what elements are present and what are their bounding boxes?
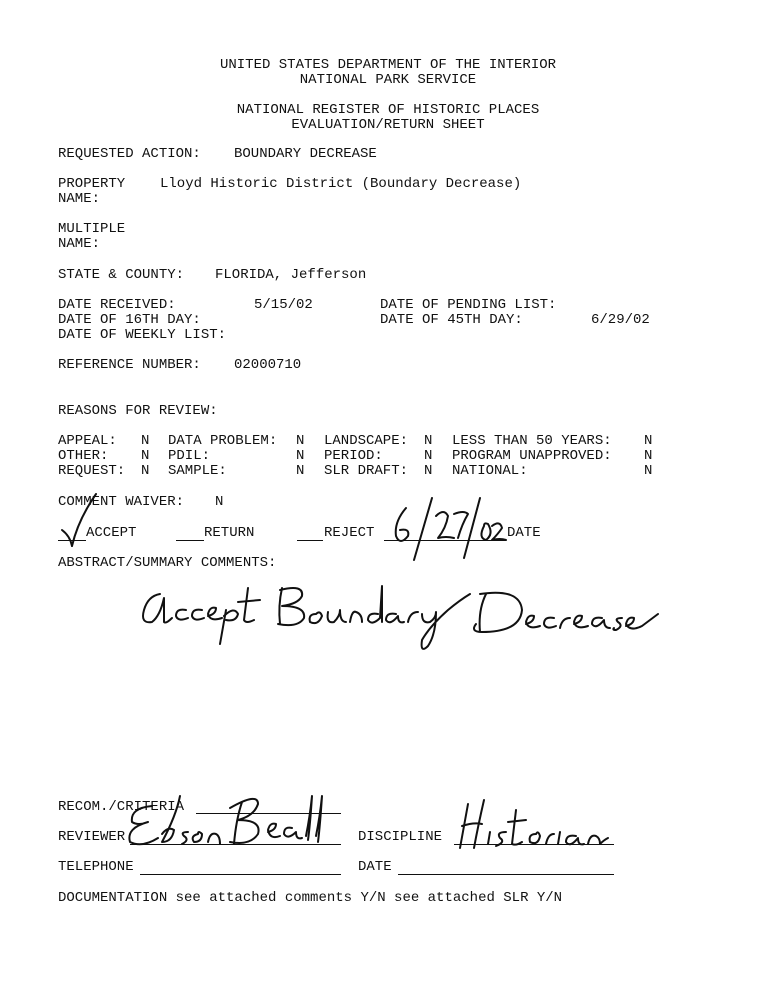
reference-number-label: REFERENCE NUMBER:: [58, 357, 201, 373]
discipline-label: DISCIPLINE: [358, 829, 443, 845]
discipline-handwriting: [450, 796, 610, 852]
state-county-label: STATE & COUNTY:: [58, 267, 185, 283]
decision-date-label: DATE: [507, 525, 541, 541]
signature-date-label: DATE: [358, 859, 392, 875]
property-label: PROPERTY: [58, 176, 126, 192]
reason-period: PERIOD:: [324, 448, 383, 464]
comment-waiver-label: COMMENT WAIVER:: [58, 494, 185, 510]
return-line: [176, 540, 204, 541]
reason-data-problem: DATA PROBLEM:: [168, 433, 278, 449]
state-county-value: FLORIDA, Jefferson: [215, 267, 367, 283]
handwritten-decision-date: [388, 494, 508, 564]
reviewer-signature: [118, 786, 328, 856]
reason-national: NATIONAL:: [452, 463, 528, 479]
abstract-label: ABSTRACT/SUMMARY COMMENTS:: [58, 555, 277, 571]
requested-action-label: REQUESTED ACTION:: [58, 146, 201, 162]
reason-appeal: APPEAL:: [58, 433, 117, 449]
accept-label: ACCEPT: [86, 525, 137, 541]
reviewer-label: REVIEWER: [58, 829, 126, 845]
date-pending-label: DATE OF PENDING LIST:: [380, 297, 557, 313]
reason-landscape: LANDSCAPE:: [324, 433, 409, 449]
reference-number-value: 02000710: [234, 357, 302, 373]
header-sheet-title: EVALUATION/RETURN SHEET: [291, 117, 485, 133]
reject-label: REJECT: [324, 525, 375, 541]
reason-pdil: PDIL:: [168, 448, 211, 464]
property-name-value: Lloyd Historic District (Boundary Decrease): [160, 176, 522, 192]
date-received-value: 5/15/02: [254, 297, 313, 313]
multiple-name-label: NAME:: [58, 236, 101, 252]
reason-national-value: N: [644, 463, 653, 479]
reason-other: OTHER:: [58, 448, 109, 464]
signature-date-line: [398, 874, 614, 875]
documentation-line: DOCUMENTATION see attached comments Y/N see attached SLR Y/N: [58, 890, 563, 906]
telephone-line: [140, 874, 341, 875]
comment-waiver-value: N: [215, 494, 224, 510]
reason-less-50-value: N: [644, 433, 653, 449]
header-register: NATIONAL REGISTER OF HISTORIC PLACES: [236, 102, 540, 118]
reason-program-unapproved: PROGRAM UNAPPROVED:: [452, 448, 612, 464]
reason-landscape-value: N: [424, 433, 433, 449]
return-label: RETURN: [204, 525, 255, 541]
reason-slr-draft: SLR DRAFT:: [324, 463, 409, 479]
recom-criteria-label: RECOM./CRITERIA: [58, 799, 185, 815]
telephone-label: TELEPHONE: [58, 859, 134, 875]
reason-program-unapproved-value: N: [644, 448, 653, 464]
multiple-label: MULTIPLE: [58, 221, 126, 237]
accept-check-mark: [56, 490, 106, 550]
reason-less-50: LESS THAN 50 YEARS:: [452, 433, 612, 449]
reason-slr-draft-value: N: [424, 463, 433, 479]
date-16th-label: DATE OF 16TH DAY:: [58, 312, 201, 328]
reason-pdil-value: N: [296, 448, 305, 464]
date-weekly-label: DATE OF WEEKLY LIST:: [58, 327, 227, 343]
requested-action-value: BOUNDARY DECREASE: [234, 146, 377, 162]
date-received-label: DATE RECEIVED:: [58, 297, 176, 313]
reason-sample-value: N: [296, 463, 305, 479]
handwritten-comment: [130, 570, 660, 670]
reason-request-value: N: [141, 463, 150, 479]
reason-period-value: N: [424, 448, 433, 464]
header-agency: UNITED STATES DEPARTMENT OF THE INTERIOR: [219, 57, 557, 73]
reason-appeal-value: N: [141, 433, 150, 449]
reason-request: REQUEST:: [58, 463, 126, 479]
reason-data-problem-value: N: [296, 433, 305, 449]
reject-line: [297, 540, 323, 541]
reasons-title: REASONS FOR REVIEW:: [58, 403, 218, 419]
property-name-label: NAME:: [58, 191, 101, 207]
header-service: NATIONAL PARK SERVICE: [299, 72, 477, 88]
date-45th-label: DATE OF 45TH DAY:: [380, 312, 523, 328]
date-45th-value: 6/29/02: [591, 312, 650, 328]
reason-sample: SAMPLE:: [168, 463, 227, 479]
reason-other-value: N: [141, 448, 150, 464]
